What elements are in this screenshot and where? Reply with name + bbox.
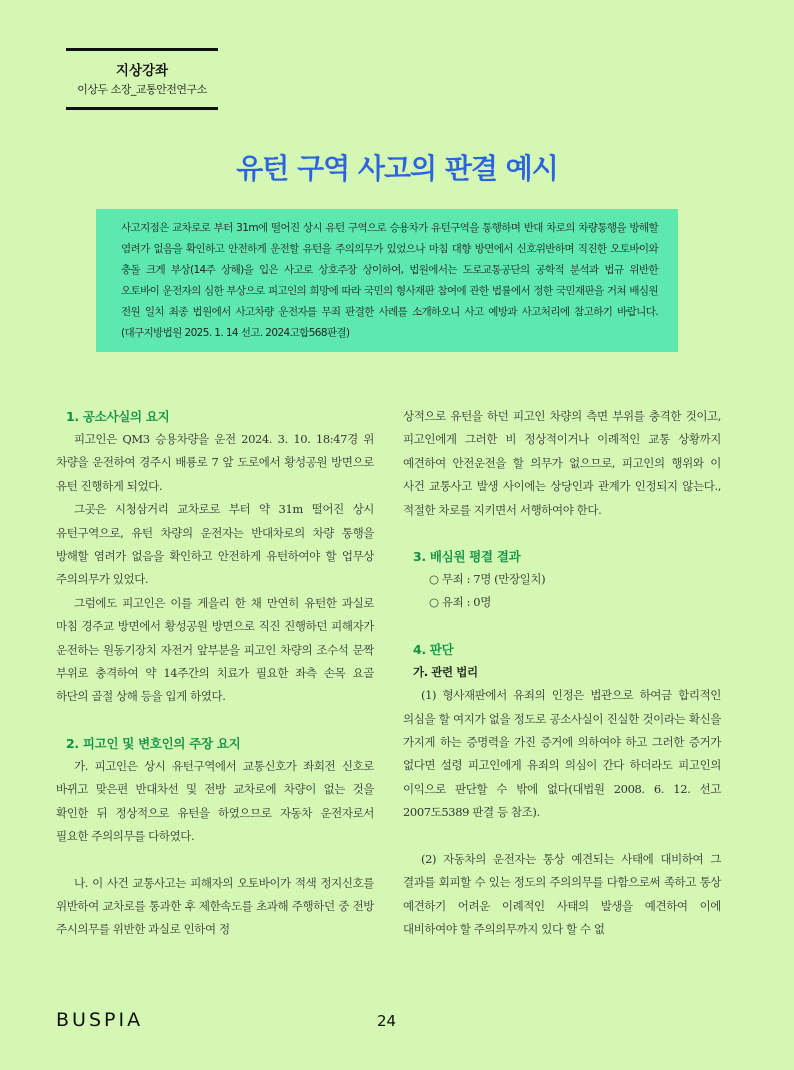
paragraph: (1) 형사재판에서 유죄의 인정은 법관으로 하여금 합리적인 의심을 할 여지가 없을 정도로 공소사실이 진실한 것이라는 확신을 가지게 하는 증명력을 가진 증거에 의하여야 하고 그러한 증거가 없다면 설령 피고인에게 유죄의 의심이 간다 하더라도 피고인의 이익으로 판단할 수 밖에 없다(대법원 2008. 6. 12. 선고 2007도5389 판결 등 참조). <box>403 688 721 820</box>
paragraph: 상적으로 유턴을 하던 피고인 차량의 측면 부위를 충격한 것이고, 피고인에게 그러한 비 정상적이거나 이례적인 교통 상황까지 예견하여 안전운전을 할 의무가 없으므로, 피고인의 행위와 이 사건 교통사고 발생 사이에는 상당인과 관계가 인정되지 않는다., 적절한 차로를 지키면서 서행하여야 한다. <box>403 409 721 517</box>
paragraph: 피고인은 QM3 승용차량을 운전 2024. 3. 10. 18:47경 위 차량을 운전하여 경주시 배룡로 7 앞 도로에서 황성공원 방면으로 유턴 진행하게 되었다. <box>56 432 374 493</box>
paragraph: 가. 피고인은 상시 유턴구역에서 교통신호가 좌회전 신호로 바뀌고 맞은편 반대차선 및 전방 교차로에 차량이 없는 것을 확인한 뒤 정상적으로 유턴을 하였으므로 자동차 운전자로서 필요한 주의의무를 다하였다. <box>56 758 374 844</box>
right-column <box>403 405 721 941</box>
section-heading-1: 1. 공소사실의 요지 <box>66 409 170 424</box>
summary-text: 사고지점은 교차로로 부터 31m에 떨어진 상시 유턴 구역으로 승용차가 유턴구역을 통행하며 반대 차로의 차량통행을 방해할 염려가 없음을 확인하고 안전하게 운전할 유턴을 주의의무가 있었으나 마침 대향 방면에서 신호위반하며 직진한 오토바이와 충돌 크게 부상(14주 상해)을 입은 사고로 상호주장 상이하여, 법원에서는 도로교통공단의 공학적 분석과 법규 위반한 오토바이 운전자의 심한 부상으로 피고인의 희망에 따라 국민의 형사재판 참여에 관한 법률에서 정한 국민재판을 거쳐 배심원 전원 일치 최종 법원에서 사고차량 운전자를 무죄 판결한 사례를 소개하오니 사고 예방과 사고처리에 참고하기 바랍니다. (대구지방법원 2025. 1. 14 선고. 2024고합568판결) <box>121 222 658 339</box>
author-line: 이상두 소장_교통안전연구소 <box>77 83 207 96</box>
paragraph: 나. 이 사건 교통사고는 피해자의 오토바이가 적색 정지신호를 위반하여 교차로를 통과한 후 제한속도를 초과해 주행하던 중 전방 주시의무를 위반한 과실로 인하여 정 <box>56 875 374 937</box>
section-heading-4: 4. 판단 <box>413 641 454 657</box>
subsection-heading: 가. 관련 법리 <box>413 664 478 679</box>
article-title: 유턴 구역 사고의 판결 예시 <box>236 152 558 185</box>
verdict-not-guilty: ○ 무죄 : 7명 (만장일치) <box>429 572 546 587</box>
publication-logo: BUSPIA <box>56 1009 144 1031</box>
verdict-guilty: ○ 유죄 : 0명 <box>429 595 491 610</box>
paragraph: 그곳은 시청삼거리 교차로로 부터 약 31m 떨어진 상시 유턴구역으로, 유턴 차량의 운전자는 반대차로의 차량 통행을 방해할 염려가 없음을 확인하고 안전하게 유턴하여야 할 업무상 주의의무가 있었다. <box>56 502 374 587</box>
page-number: 24 <box>377 1012 397 1030</box>
section-heading-2: 2. 피고인 및 변호인의 주장 요지 <box>66 735 241 751</box>
paragraph: (2) 자동차의 운전자는 통상 예견되는 사태에 대비하여 그 결과를 회피할 수 있는 정도의 주의의무를 다함으로써 족하고 통상 예견하기 어려운 이례적인 사태의 발생을 예견하여 이에 대비하여야 할 주의의무까지 있다 할 수 없 <box>403 851 721 936</box>
summary-box <box>96 209 678 352</box>
column-header <box>66 48 218 110</box>
column-category: 지상강좌 <box>115 63 169 79</box>
paragraph: 그럼에도 피고인은 이를 게을리 한 채 만연히 유턴한 과실로 마침 경주교 방면에서 황성공원 방면으로 직진 진행하던 피해자가 운전하는 원동기장치 자전거 앞부분을 피고인 차량의 조수석 문짝 부위로 충격하여 약 14주간의 치료가 필요한 좌측 손목 요골 하단의 골절 상해 등을 입게 하였다. <box>56 595 374 704</box>
left-column <box>56 405 374 942</box>
section-heading-3: 3. 배심원 평결 결과 <box>413 549 521 565</box>
